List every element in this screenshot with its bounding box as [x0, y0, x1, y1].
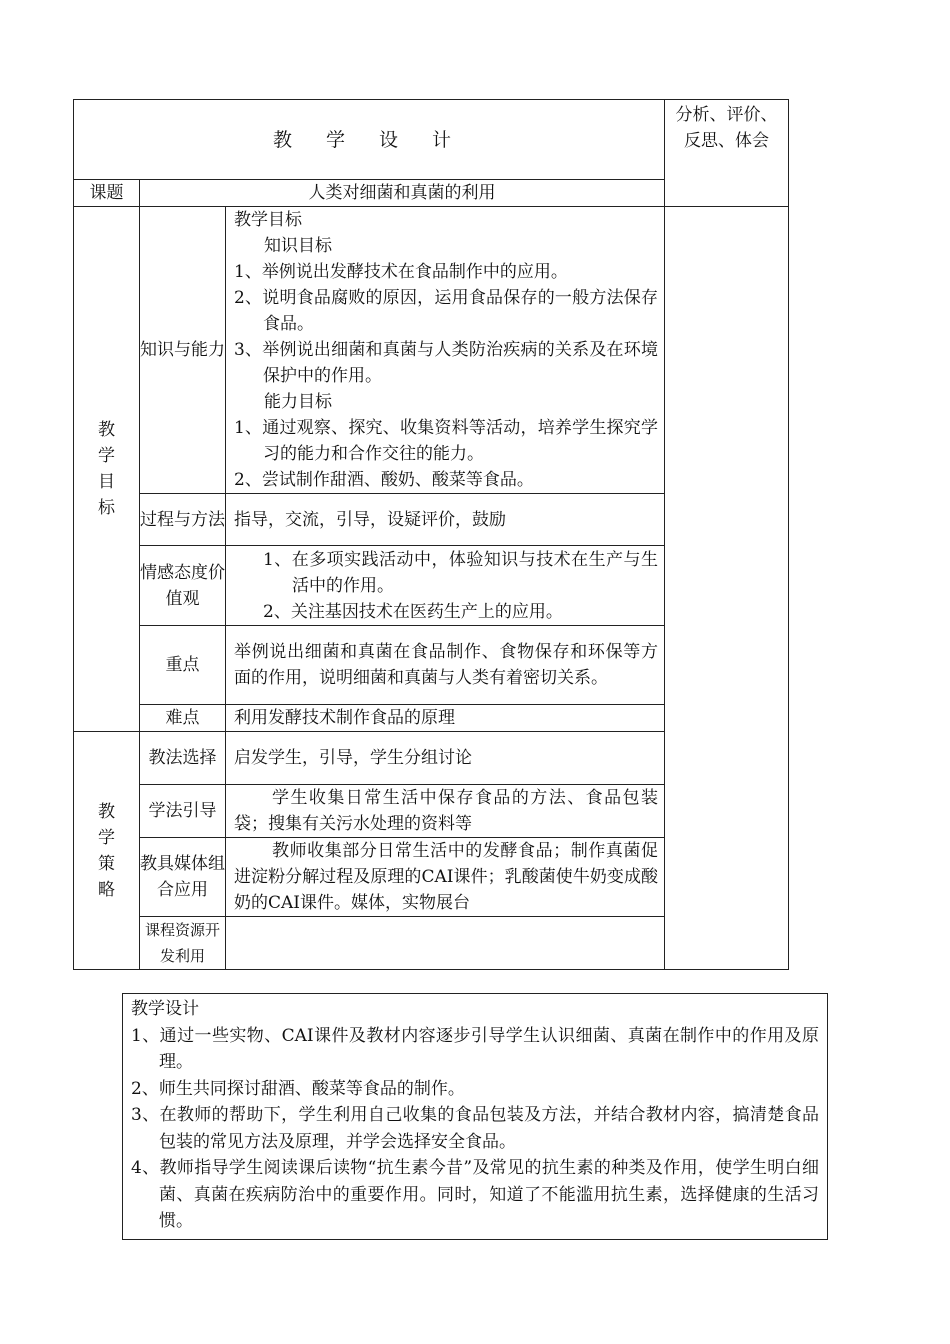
lesson-plan-table — [73, 99, 789, 970]
design-item: 4、教师指导学生阅读课后读物“抗生素今昔”及常见的抗生素的种类及作用，使学生明白细菌、真菌在疾病防治中的重要作用。同时，知道了不能滥用抗生素，选择健康的生活习惯。 — [131, 1158, 819, 1231]
process-content: 指导，交流，引导，设疑评价，鼓励 — [226, 494, 665, 546]
design-item: 3、在教师的帮助下，学生利用自己收集的食品包装及方法，并结合教材内容，搞清楚食品包装的常见方法及原理，并学会选择安全食品。 — [131, 1105, 819, 1152]
learning-method-content — [226, 785, 665, 838]
difficulty-content: 利用发酵技术制作食品的原理 — [226, 705, 665, 732]
topic-label: 课题 — [74, 180, 140, 207]
knowledge-item: 1、举例说出发酵技术在食品制作中的应用。 — [234, 262, 568, 282]
reflection-header — [665, 100, 789, 207]
topic-value: 人类对细菌和真菌的利用 — [140, 180, 665, 207]
goals-label — [74, 207, 140, 732]
strategy-label-char: 学 — [98, 827, 115, 848]
goals-label-char: 学 — [98, 446, 115, 466]
key-point-label: 重点 — [140, 626, 226, 705]
media-text: 教师收集部分日常生活中的发酵食品；制作真菌促进淀粉分解过程及原理的CAI课件；乳酸菌使牛奶变成酸奶的CAI课件。媒体，实物展台 — [234, 841, 658, 913]
design-item: 1、通过一些实物、CAI课件及教材内容逐步引导学生认识细菌、真菌在制作中的作用及原理。 — [131, 1025, 819, 1072]
reflection-column — [665, 207, 789, 970]
table-title: 教 学 设 计 — [74, 100, 665, 180]
knowledge-item: 2、说明食品腐败的原因，运用食品保存的一般方法保存食品。 — [234, 288, 658, 334]
emotion-label: 情感态度价值观 — [140, 546, 226, 626]
emotion-item: 1、在多项实践活动中，体验知识与技术在生产与生活中的作用。 — [263, 549, 658, 596]
goals-label-char: 教 — [98, 420, 115, 440]
strategy-label-char: 策 — [98, 853, 115, 874]
knowledge-content — [226, 207, 665, 494]
strategy-label-char: 略 — [98, 879, 115, 900]
design-item: 2、师生共同探讨甜酒、酸菜等食品的制作。 — [131, 1078, 465, 1099]
knowledge-sub-heading: 知识目标 — [264, 236, 332, 256]
knowledge-item: 3、举例说出细菌和真菌与人类防治疾病的关系及在环境保护中的作用。 — [234, 340, 658, 386]
learning-method-text: 学生收集日常生活中保存食品的方法、食品包装袋；搜集有关污水处理的资料等 — [234, 788, 658, 834]
teaching-design-box — [122, 993, 828, 1240]
teaching-method-label: 教法选择 — [140, 732, 226, 785]
key-point-content: 举例说出细菌和真菌在食品制作、食物保存和环保等方面的作用，说明细菌和真菌与人类有着密切关系。 — [226, 626, 665, 705]
media-content — [226, 838, 665, 917]
ability-item: 1、通过观察、探究、收集资料等活动，培养学生探究学习的能力和合作交往的能力。 — [234, 418, 658, 464]
emotion-content — [226, 546, 665, 626]
learning-method-label: 学法引导 — [140, 785, 226, 838]
resources-label: 课程资源开发利用 — [140, 917, 226, 970]
reflection-header-text: 分析、评价、反思、体会 — [675, 105, 778, 151]
resources-content — [226, 917, 665, 970]
emotion-item: 2、关注基因技术在医药生产上的应用。 — [263, 601, 563, 622]
ability-sub-heading: 能力目标 — [264, 392, 332, 412]
strategy-label-char: 教 — [98, 801, 115, 822]
teaching-method-content: 启发学生，引导，学生分组讨论 — [226, 732, 665, 785]
goals-label-char: 目 — [98, 472, 115, 492]
media-label: 教具媒体组合应用 — [140, 838, 226, 917]
knowledge-heading: 教学目标 — [234, 210, 302, 230]
process-label: 过程与方法 — [140, 494, 226, 546]
strategy-label — [74, 732, 140, 970]
knowledge-label: 知识与能力 — [140, 207, 226, 494]
ability-item: 2、尝试制作甜酒、酸奶、酸菜等食品。 — [234, 470, 534, 490]
difficulty-label: 难点 — [140, 705, 226, 732]
goals-label-char: 标 — [98, 498, 115, 518]
design-heading: 教学设计 — [131, 999, 199, 1019]
